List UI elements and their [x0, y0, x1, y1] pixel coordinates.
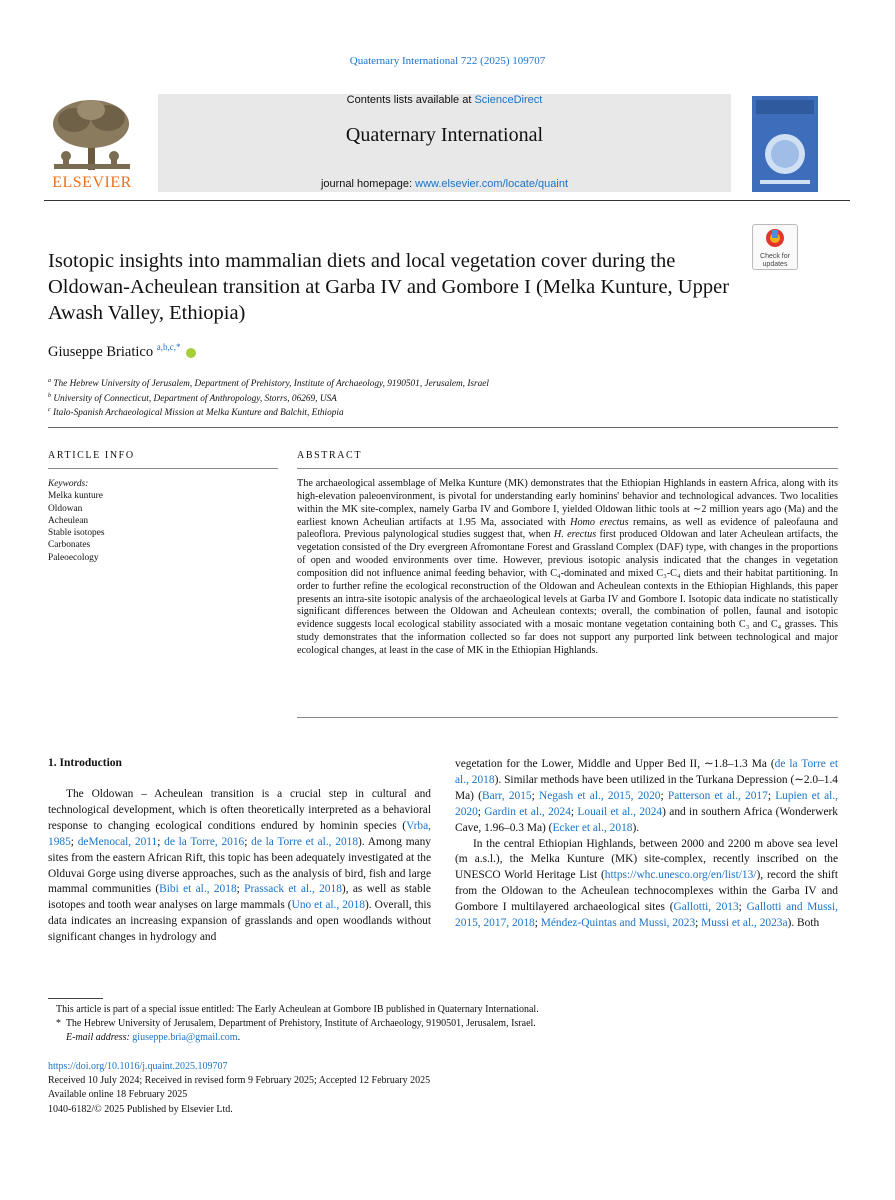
keyword-item: Oldowan: [48, 503, 83, 514]
footnotes: [48, 1003, 539, 1046]
article-info-divider: [48, 468, 278, 469]
intro-paragraph-1: The Oldowan – Acheulean transition is a crucial step in cultural and technological development, which is often theoretically interpreted as a behavioral response to changing ecological conditions endured by hominin species (Vrba, 1985; deMenocal, 2011; de la Torre, 2016; de la Torre et al., 2018). Among many sites from the eastern African Rift, this topic has been adequately investigated at the Olduvai Gorge using diverse approaches, such as the analysis of bird, fish and large mammal communities (Bibi et al., 2018; Prassack et al., 2018), as well as stable isotopes and tooth wear analyses on large mammals (Uno et al., 2018). Overall, this data indicates an increasing expansion of grasslands and open woodlands without significant changes in hydrology and: [48, 788, 432, 944]
orcid-icon[interactable]: [186, 348, 196, 358]
sciencedirect-link[interactable]: ScienceDirect: [474, 94, 543, 106]
citation-link[interactable]: Prassack et al., 2018: [244, 883, 342, 896]
intro-paragraph-1-cont: vegetation for the Lower, Middle and Upper Bed II, ∼1.8–1.3 Ma (de la Torre et al., 2018). Similar methods have been utilized in the Turkana Depression (∼2.0–1.4 Ma) (Barr, 2015; Negash et al., 2015, 2020; Patterson et al., 2017; Lupien et al., 2020; Gardin et al., 2024; Louail et al., 2024) and in southern Africa (Wonderwerk Cave, 1.96–0.3 Ma) (Ecker et al., 2018).: [455, 758, 839, 834]
keywords-label: Keywords:: [48, 479, 89, 489]
author-name: Giuseppe Briatico: [48, 343, 154, 360]
abstract-bottom-divider: [297, 717, 838, 718]
keyword-item: Paleoecology: [48, 552, 99, 563]
citation-link[interactable]: deMenocal, 2011: [77, 835, 158, 848]
citation-link[interactable]: de la Torre et al., 2018: [455, 758, 839, 786]
homepage-link[interactable]: www.elsevier.com/locate/quaint: [415, 178, 569, 190]
keyword-item: Melka kunture: [48, 491, 103, 502]
online-date: Available online 18 February 2025: [48, 1089, 188, 1101]
crossmark-icon: [765, 228, 785, 248]
email-link[interactable]: giuseppe.bria@gmail.com: [132, 1032, 238, 1044]
citation-link[interactable]: de la Torre et al., 2018: [251, 835, 359, 848]
citation-link[interactable]: Mussi et al., 2023a: [701, 917, 788, 930]
citation-link[interactable]: Gallotti and Mussi, 2015, 2017, 2018: [455, 901, 838, 930]
citation-link[interactable]: Louail et al., 2024: [577, 805, 663, 818]
abstract-divider: [297, 468, 838, 469]
crossmark-label-2: updates: [762, 261, 788, 268]
article-title: Isotopic insights into mammalian diets and local vegetation cover during the Oldowan-Acheulean transition at Garba IV and Gombore I (Melka Kunture, Upper Awash Valley, Ethiopia): [48, 250, 730, 324]
citation-link[interactable]: Méndez-Quintas and Mussi, 2023: [540, 917, 696, 930]
journal-citation[interactable]: Quaternary International 722 (2025) 109707: [349, 55, 546, 67]
citation-link[interactable]: Ecker et al., 2018: [552, 821, 633, 834]
citation-link[interactable]: Gardin et al., 2024: [484, 805, 571, 818]
affiliation-c: $^c$ Italo-Spanish Archaeological Mission at Melka Kunture and Balchit, Ethiopia: [48, 407, 344, 419]
author-marks[interactable]: a,b,c,*: [156, 342, 181, 352]
citation-link[interactable]: Uno et al., 2018: [291, 899, 365, 912]
introduction-heading: 1. Introduction: [48, 757, 122, 769]
keyword-item: Stable isotopes: [48, 528, 105, 539]
special-issue-note: This article is part of a special issue entitled: The Early Acheulean at Gombore IB published in Quaternary International.: [56, 1004, 539, 1015]
keyword-item: Acheulean: [48, 515, 89, 526]
affiliation-b: $^b$ University of Connecticut, Department of Anthropology, Storrs, 06269, USA: [48, 392, 337, 404]
keywords: [48, 478, 105, 564]
footnote-divider: [48, 998, 103, 999]
publication-info: [48, 1060, 430, 1117]
citation-link[interactable]: Negash et al., 2015, 2020: [538, 789, 661, 802]
article-info-heading: ARTICLE INFO: [48, 450, 135, 461]
journal-name: Quaternary International: [345, 124, 544, 146]
title-divider: [48, 427, 838, 428]
citation-link[interactable]: Lupien et al., 2020: [455, 789, 838, 818]
citation-link[interactable]: de la Torre, 2016: [164, 835, 245, 848]
abstract-text: The archaeological assemblage of Melka Kunture (MK) demonstrates that the Ethiopian Highlands in eastern Africa, along with its high-elevation paleoenvironment, is pivotal for understanding early hominins' behavior and technological advances. Two localities within the MK site-complex, namely Garba IV and Gombore I, yielded Oldowan lithic tools at ∼2 million years ago (Ma) and the earliest known Acheulian artifacts at 1.95 Ma, associated with Homo erectus remains, as well as evidence of paleofauna and paleoflora. Previous palynological studies suggest that, when H. erectus first produced Oldowan and later Acheulean artifacts, the vegetation consisted of the Dry evergreen Afromontane Forest and Grassland Complex (DAF) type, with changes in the proportions of open and wooded environments over time. However, previous isotopic analysis indicated that the changes in vegetation composition did not influence animal feeding behavior, with C₄-dominated and mixed C₃-C₄ diets and their habitat partitioning. In order to further refine the ecological reconstruction of the Oldowan and Acheulean contexts in the Ethiopian Highlands, this paper presents an intra-site isotopic analysis of the archaeological levels at Garba IV and Gombore I. Isotopic data indicate no statistically significant differences between the Oldowan and Acheulean contexts; overall, the combination of pollen, faunal and isotopic evidence suggests local ecological stability associated with a mosaic montane vegetation containing both C₃ and C₄ grasses. This study demonstrates that the information collected so far does not support any purported link between technological and major ecological changes, at least in the case of MK in the Ethiopian Highlands.: [297, 478, 838, 656]
contents-line: Contents lists available at ScienceDirect: [346, 94, 543, 106]
citation-link[interactable]: Patterson et al., 2017: [667, 789, 768, 802]
citation-link[interactable]: Barr, 2015: [481, 789, 532, 802]
abstract-heading: ABSTRACT: [297, 450, 363, 461]
check-for-updates-badge[interactable]: [752, 224, 798, 270]
journal-banner: [158, 94, 731, 192]
citation-link[interactable]: Gallotti, 2013: [673, 901, 739, 914]
unesco-link[interactable]: https://whc.unesco.org/en/list/13/: [604, 869, 757, 882]
intro-paragraph-2: In the central Ethiopian Highlands, between 2000 and 2200 m above sea level (m a.s.l.), the Melka Kunture (MK) site-complex, recently inscribed on the UNESCO World Heritage List (https://whc.unesco.org/en/list/13/), record the shift from the Oldowan to the Acheulean technocomplexes within the Garba IV and Gombore I multilayered archaeological sites (Gallotti, 2013; Gallotti and Mussi, 2015, 2017, 2018; Méndez-Quintas and Mussi, 2023; Mussi et al., 2023a). Both: [455, 837, 838, 930]
header-divider: [44, 200, 850, 201]
journal-homepage: journal homepage: www.elsevier.com/locate/quaint: [320, 178, 569, 190]
affiliations: [48, 376, 489, 420]
elsevier-logo: [44, 94, 140, 192]
author-line: [48, 342, 196, 361]
affiliation-a: $^a$ The Hebrew University of Jerusalem, Department of Prehistory, Institute of Archaeology, 9190501, Jerusalem, Israel: [48, 378, 490, 390]
citation-link[interactable]: Bibi et al., 2018: [159, 883, 237, 896]
intro-column-right: [455, 757, 838, 932]
keyword-item: Carbonates: [48, 540, 91, 551]
journal-cover-thumbnail[interactable]: [752, 96, 818, 192]
intro-column-left: [48, 787, 431, 946]
crossmark-label-1: Check for: [760, 253, 790, 260]
copyright-line: 1040-6182/© 2025 Published by Elsevier Ltd.: [48, 1103, 233, 1115]
email-line: E-mail address: giuseppe.bria@gmail.com.: [66, 1032, 241, 1044]
elsevier-wordmark: ELSEVIER: [52, 174, 132, 191]
corresponding-author-note: * The Hebrew University of Jerusalem, Department of Prehistory, Institute of Archaeology, 9190501, Jerusalem, Israel.: [56, 1018, 536, 1030]
history-line: Received 10 July 2024; Received in revised form 9 February 2025; Accepted 12 February 2025: [48, 1075, 431, 1087]
citation-link[interactable]: Vrba, 1985: [48, 819, 431, 848]
doi-link[interactable]: https://doi.org/10.1016/j.quaint.2025.109707: [48, 1061, 228, 1072]
